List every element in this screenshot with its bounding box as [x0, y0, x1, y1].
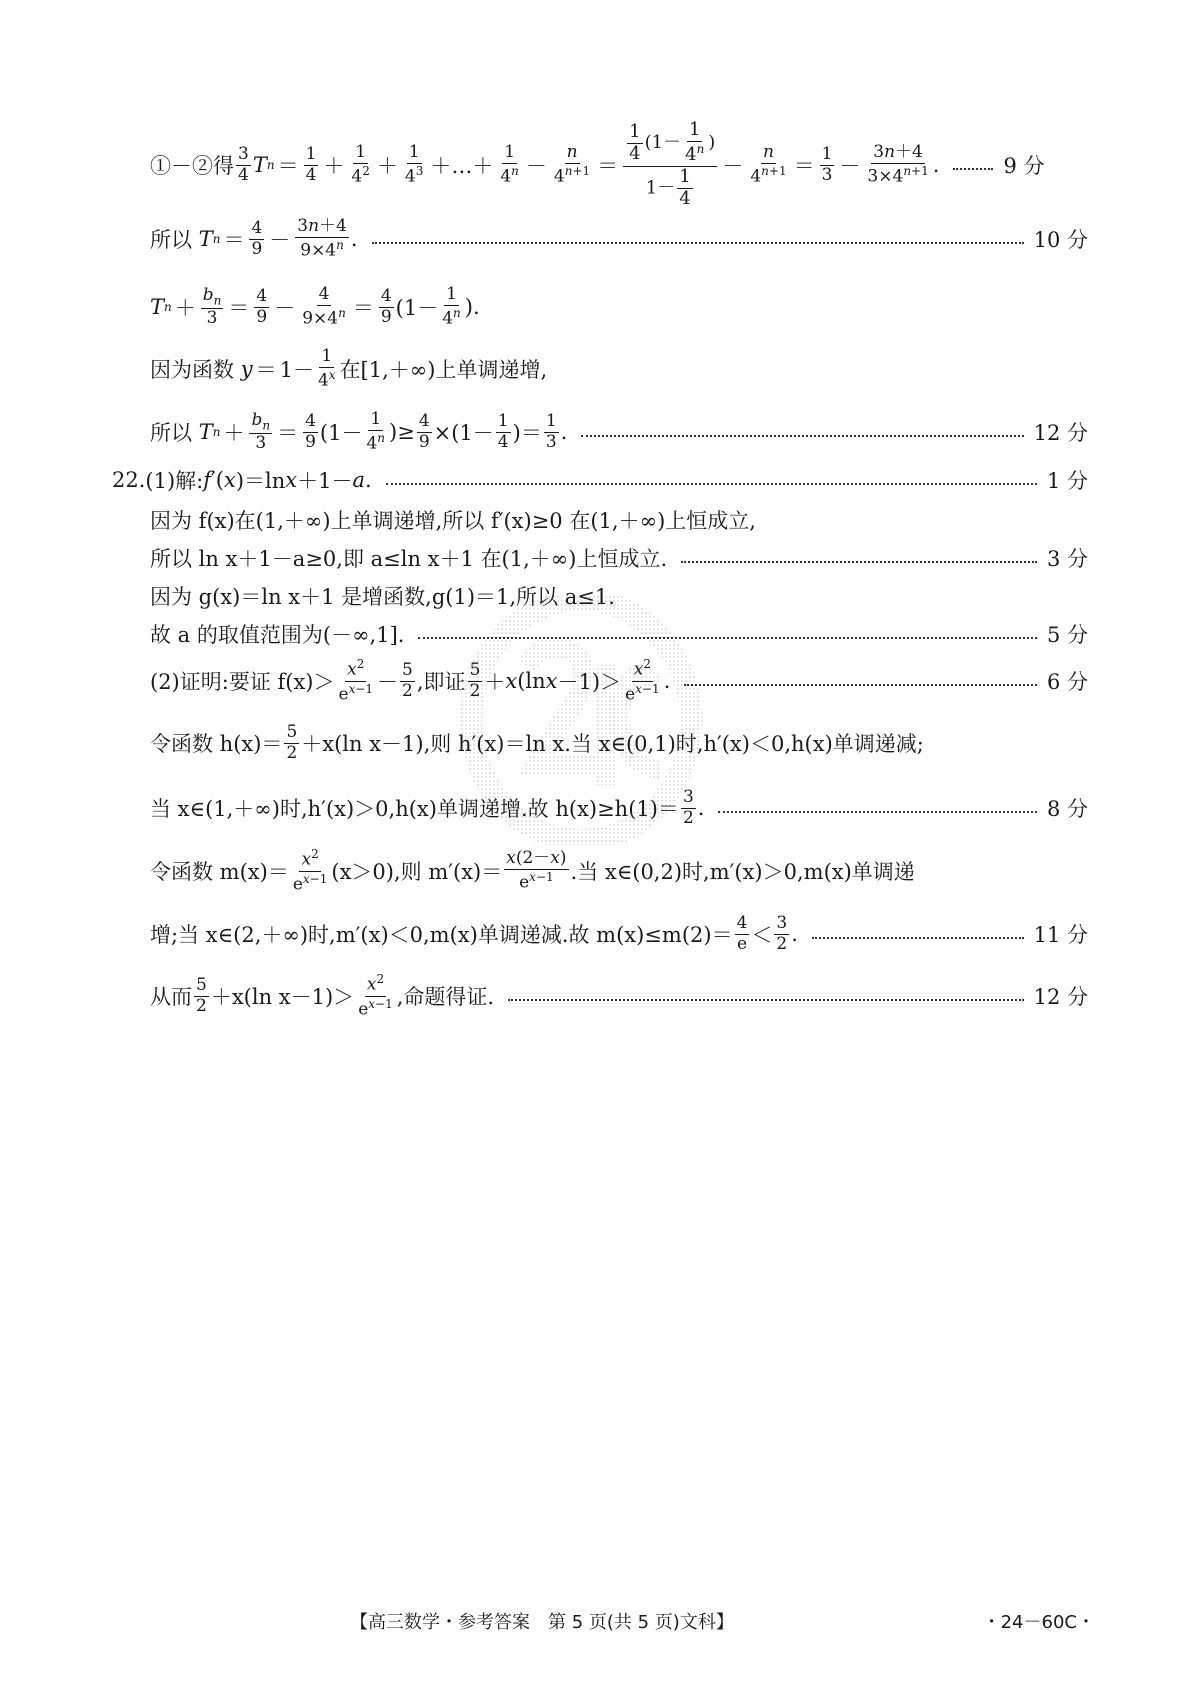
- q22-line-10: 增;当 x∈(2,＋∞)时,m′(x)＜0,m(x)单调递减.故 m(x)≤m(2)＝ $\frac{4}{e}$ ＜ $\frac{3}{2}$ . 11 分: [150, 912, 1088, 954]
- line1-prefix: ①－②得: [150, 154, 234, 178]
- score-leader: [953, 168, 993, 170]
- score-leader: [812, 937, 1024, 939]
- score-leader: [681, 561, 1037, 563]
- score-leader: [418, 637, 1036, 639]
- q22-line-4: [150, 576, 1088, 616]
- footer-title: 【高三数学・参考答案 第 5 页(共 5 页)文科】: [350, 1612, 734, 1633]
- score-leader: [372, 242, 1024, 244]
- score-9: 9 分: [1003, 154, 1045, 178]
- q22-line-8: 当 x∈(1,＋∞)时,h′(x)＞0,h(x)单调递增.故 h(x)≥h(1)＝ $\frac{3}{2}$ . 8 分: [150, 786, 1088, 828]
- equation-line-4: 因为函数 y ＝ 1－ $\frac{1}{4^x}$ 在[1,＋∞)上单调递增,: [150, 345, 548, 391]
- score-5: 5 分: [1046, 623, 1088, 647]
- q22-l6-a: (2)证明:要证 f(x)＞: [150, 670, 335, 694]
- score-12: 12 分: [1033, 421, 1088, 445]
- score-11: 11 分: [1033, 923, 1088, 947]
- line4-text-a: 因为函数: [150, 358, 234, 382]
- q22-l9-b: (x＞0),则 m′(x)＝: [331, 860, 503, 884]
- q22-l11-a: 从而: [150, 985, 192, 1009]
- q22-l1-text: (1)解:: [145, 469, 204, 493]
- equation-line-3: T n ＋ $\frac{b_n}{3}$ ＝ $\frac{4}{9}$ － $\frac{4}{9\times 4^n}$ ＝ $\frac{4}{9}$ (1－ $\frac{1}{4^n}$ ).: [150, 283, 480, 329]
- q22-l10-a: 增;当 x∈(2,＋∞)时,m′(x)＜0,m(x)单调递减.故 m(x)≤m(2)＝: [150, 923, 733, 947]
- line2-prefix: 所以: [150, 228, 192, 252]
- q22-l4-text: 因为 g(x)＝ln x＋1 是增函数,g(1)＝1,所以 a≤1.: [150, 585, 615, 609]
- q22-l7-a: 令函数 h(x)＝: [150, 732, 283, 756]
- question-number: 22.: [112, 468, 146, 492]
- score-leader: [718, 811, 1037, 813]
- score-3: 3 分: [1046, 547, 1088, 571]
- score-leader: [684, 684, 1037, 686]
- q22-line-7: 令函数 h(x)＝ $\frac{5}{2}$ ＋x(ln x－1),则 h′(x)＝ln x.当 x∈(0,1)时,h′(x)＜0,h(x)单调递减;: [150, 721, 924, 763]
- q22-l5-text: 故 a 的取值范围为(－∞,1].: [150, 623, 405, 647]
- q22-l11-c: ,命题得证.: [396, 985, 495, 1009]
- q22-l9-c: .当 x∈(0,2)时,m′(x)＞0,m(x)单调递: [570, 860, 915, 884]
- q22-line-5: [150, 614, 1088, 654]
- equation-line-1: ①－②得 $\frac{3}{4}$ T n ＝ $\frac{1}{4}$ ＋ $\frac{1}{4^2}$ ＋ $\frac{1}{4^3}$ ＋…＋ $\frac{1}{4^n}$ － $\frac{n}{4^{n+1}}$ ＝ $\frac{1}{4}$ (1－ $\frac{1}{4^n}$ ) 1－ $\frac{1}{4}$ － $\frac{n}{4^{n+1}}$ ＝ $\frac{1}{3}$ － $\frac{3n+4}{3\times 4^{n+1}}$ . 9 分: [150, 119, 1045, 209]
- q22-line-1: 22. (1)解: f ′( x )＝ln x ＋1－ a . 1 分: [112, 458, 1088, 502]
- q22-line-9: 令函数 m(x)＝ $\frac{x^2}{e^{x-1}}$ (x＞0),则 m′(x)＝ $\frac{x(2-x)}{e^{x-1}}$ .当 x∈(0,2)时,m′(x)＞0,m(x)单调递: [150, 847, 915, 895]
- score-8: 8 分: [1046, 797, 1088, 821]
- q22-l6-b: ,即证: [416, 670, 466, 694]
- q22-l2-text: 因为 f(x)在(1,＋∞)上单调递增,所以 f′(x)≥0 在(1,＋∞)上恒成立,: [150, 509, 756, 533]
- q22-line-11: 从而 $\frac{5}{2}$ ＋x(ln x－1)＞ $\frac{x^2}{e^{x-1}}$ ,命题得证. 12 分: [150, 972, 1088, 1020]
- line5-prefix: 所以: [150, 421, 192, 445]
- q22-l7-b: ＋x(ln x－1),则 h′(x)＝ln x.当 x∈(0,1)时,h′(x)＜0,h(x)单调递减;: [301, 732, 924, 756]
- q22-l3-text: 所以 ln x＋1－a≥0,即 a≤ln x＋1 在(1,＋∞)上恒成立.: [150, 547, 668, 571]
- q22-l9-a: 令函数 m(x)＝: [150, 860, 289, 884]
- footer-code: ・24－60C・: [982, 1612, 1095, 1633]
- score-12b: 12 分: [1033, 985, 1088, 1009]
- q22-line-2: [150, 500, 1088, 540]
- q22-line-6: (2)证明:要证 f(x)＞ $\frac{x^2}{e^{x-1}}$ － $\frac{5}{2}$ ,即证 $\frac{5}{2}$ ＋ x (ln x －1)＞ $\frac{x^2}{e^{x-1}}$ . 6 分: [150, 657, 1088, 705]
- score-10: 10 分: [1033, 228, 1088, 252]
- equation-line-2: 所以 T n ＝ $\frac{4}{9}$ － $\frac{3n+4}{9\times 4^n}$ . 10 分: [150, 215, 1088, 261]
- q22-line-3: [150, 538, 1088, 578]
- score-leader: [581, 435, 1023, 437]
- score-1: 1 分: [1046, 469, 1088, 493]
- q22-l8-a: 当 x∈(1,＋∞)时,h′(x)＞0,h(x)单调递增.故 h(x)≥h(1)＝: [150, 797, 679, 821]
- score-leader: [386, 483, 1037, 485]
- equation-line-5: 所以 T n ＋ $\frac{b_n}{3}$ ＝ $\frac{4}{9}$ (1－ $\frac{1}{4^n}$ )≥ $\frac{4}{9}$ ×(1－ $\frac{1}{4}$ )＝ $\frac{1}{3}$ . 12 分: [150, 408, 1088, 454]
- score-leader: [508, 999, 1024, 1001]
- score-6: 6 分: [1046, 670, 1088, 694]
- line4-text-b: 在[1,＋∞)上单调递增,: [339, 358, 548, 382]
- q22-l11-b: ＋x(ln x－1)＞: [210, 985, 355, 1009]
